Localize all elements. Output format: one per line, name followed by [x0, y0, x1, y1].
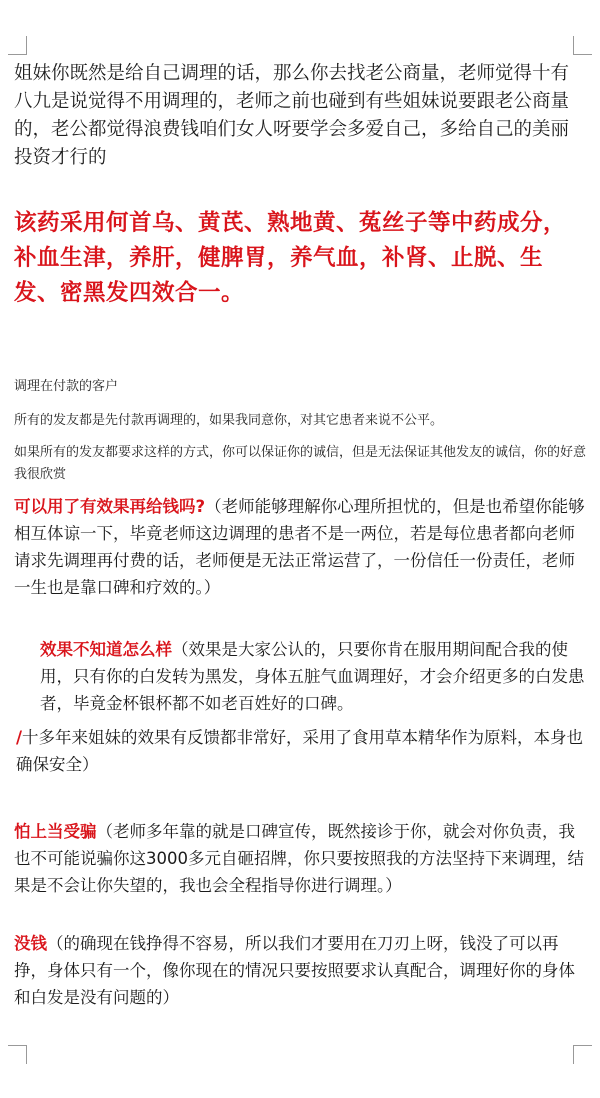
crop-mark-bottom-left: [8, 1045, 27, 1064]
crop-mark-top-left: [8, 36, 27, 55]
faq-question: 怕上当受骗: [14, 822, 97, 841]
faq-feedback: [16, 724, 588, 778]
faq-question: 没钱: [14, 934, 47, 953]
faq-answer: 十多年来姐妹的效果有反馈都非常好，采用了食用草本精华作为原料，本身也确保安全）: [16, 728, 584, 774]
ingredients-paragraph: 该药采用何首乌、黄芪、熟地黄、菟丝子等中药成分，补血生津，养肝，健脾胃，养气血，补肾、止脱、生发、密黑发四效合一。: [14, 210, 567, 306]
faq-answer: （老师能够理解你心理所担忧的，但是也希望你能够相互体谅一下，毕竟老师这边调理的患者不是一两位，若是每位患者都向老师请求先调理再付费的话，老师便是无法正常运营了，一份信任一份责任，老师一生也是靠口碑和疗效的。）: [14, 497, 585, 597]
faq-answer: （效果是大家公认的，只要你肯在服用期间配合我的使用，只有你的白发转为黑发，身体五脏气血调理好，才会介绍更多的白发患者，毕竟金杯银杯都不如老百姓好的口碑。: [40, 640, 585, 713]
faq-question: 可以用了有效果再给钱吗?: [14, 497, 206, 516]
crop-mark-bottom-right: [573, 1045, 592, 1064]
faq-question: 效果不知道怎么样: [40, 640, 172, 659]
faq-answer: （老师多年靠的就是口碑宣传，既然接诊于你，就会对你负责，我也不可能说骗你这3000多元自砸招牌，你只要按照我的方法坚持下来调理，结果是不会让你失望的，我也会全程指导你进行调理。）: [14, 822, 584, 895]
intro-paragraph: 姐妹你既然是给自己调理的话，那么你去找老公商量，老师觉得十有八九是说觉得不用调理的，老师之前也碰到有些姐妹说要跟老公商量的，老公都觉得浪费钱咱们女人呀要学会多爱自己，多给自己的美丽投资才行的: [14, 63, 570, 168]
crop-mark-top-right: [573, 36, 592, 55]
faq-effect-unknown: [40, 636, 588, 717]
faq-pay-after-effect: [14, 493, 586, 601]
faq-no-money: [14, 930, 586, 1011]
faq-fear-scam: [14, 818, 586, 899]
faq-answer: （的确现在钱挣得不容易，所以我们才要用在刀刃上呀，钱没了可以再挣，身体只有一个，像你现在的情况只要按照要求认真配合，调理好你的身体和白发是没有问题的）: [14, 934, 575, 1007]
note-trust: 如果所有的发友都要求这样的方式，你可以保证你的诚信，但是无法保证其他发友的诚信，你的好意我很欣赏: [14, 445, 587, 482]
slash-mark: /: [16, 728, 23, 747]
note-pay-first: 所有的发友都是先付款再调理的，如果我同意你，对其它患者来说不公平。: [14, 413, 444, 428]
note-paying-clients: 调理在付款的客户: [14, 379, 119, 394]
